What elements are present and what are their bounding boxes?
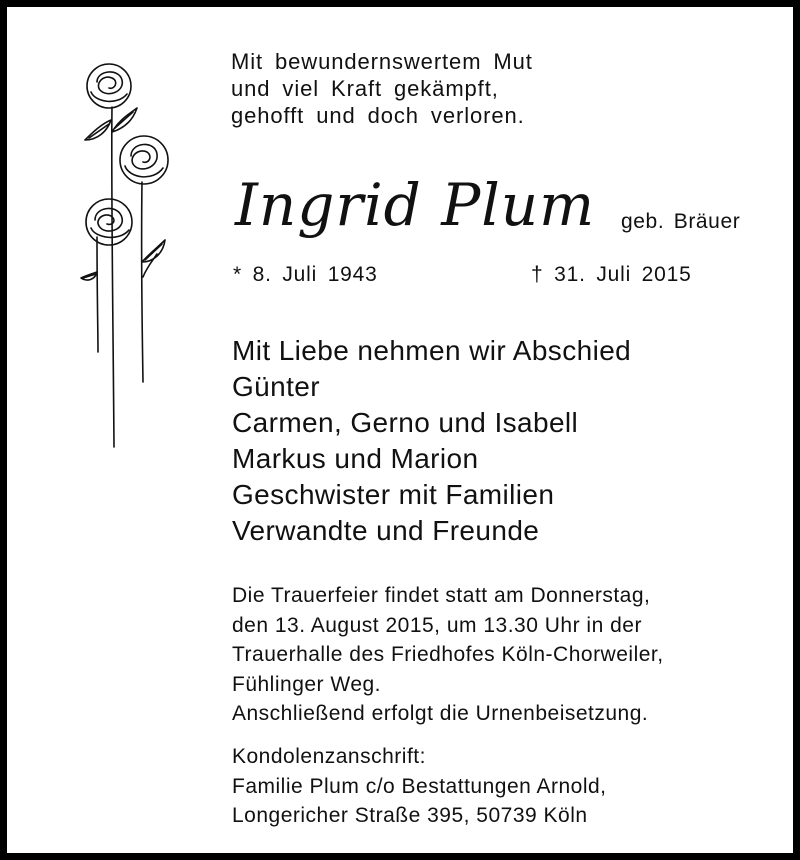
mourner-entry: Geschwister mit Familien	[232, 479, 555, 510]
death-date: † 31. Juli 2015	[531, 263, 692, 286]
mourner-entry: Markus und Marion	[232, 443, 479, 474]
motto-verse	[231, 48, 533, 129]
motto-line: Mit bewundernswertem Mut	[231, 49, 533, 74]
condolence-line: Longericher Straße 395, 50739 Köln	[232, 804, 588, 827]
condolence-line: Familie Plum c/o Bestattungen Arnold,	[232, 774, 607, 798]
service-line: Anschließend erfolgt die Urnenbeisetzung.	[232, 702, 649, 725]
mourner-entry: Verwandte und Freunde	[232, 515, 540, 546]
mourners-list	[232, 333, 631, 549]
condolence-heading: Kondolenzanschrift:	[232, 745, 426, 768]
condolence-address	[232, 742, 607, 831]
service-line: Die Trauerfeier findet statt am Donnerstag,	[232, 584, 651, 607]
service-line: den 13. August 2015, um 13.30 Uhr in der	[232, 613, 642, 637]
motto-line: gehofft und doch verloren.	[231, 103, 525, 128]
birth-date: * 8. Juli 1943	[233, 263, 378, 286]
farewell-intro: Mit Liebe nehmen wir Abschied	[232, 335, 632, 366]
service-line: Fühlinger Weg.	[232, 672, 382, 696]
motto-line: und viel Kraft gekämpft,	[231, 76, 499, 101]
roses-illustration-icon	[67, 62, 177, 452]
service-line: Trauerhalle des Friedhofes Köln-Chorweiler,	[232, 643, 664, 666]
funeral-service-info	[232, 581, 664, 729]
mourner-entry: Carmen, Gerno und Isabell	[232, 407, 579, 438]
maiden-name: geb. Bräuer	[621, 210, 741, 233]
mourner-entry: Günter	[232, 371, 320, 402]
deceased-name: Ingrid Plum	[235, 171, 596, 239]
